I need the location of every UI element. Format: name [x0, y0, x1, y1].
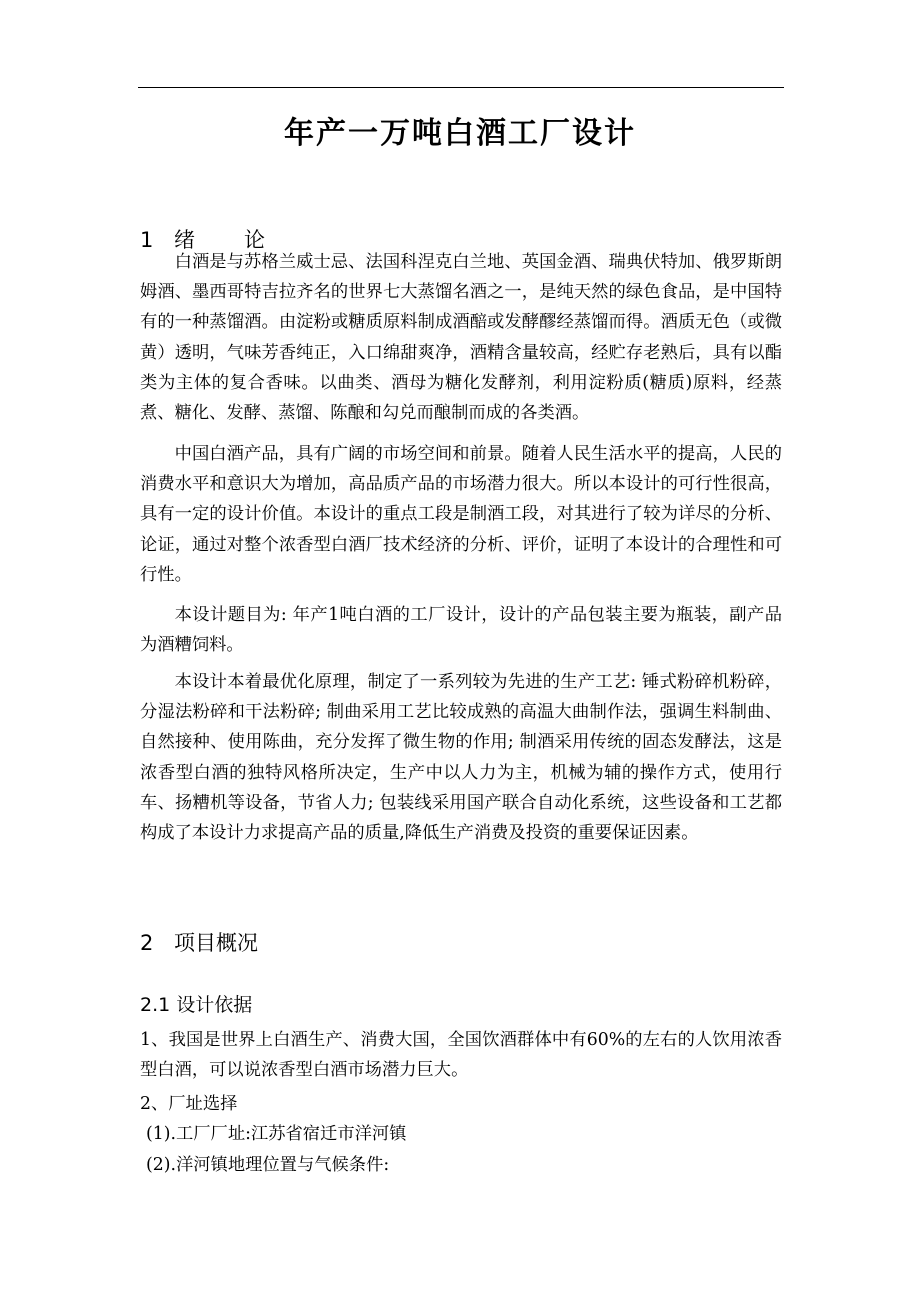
- header-rule: [138, 87, 784, 88]
- section-2-heading: [140, 928, 258, 958]
- section-2-number: 2: [140, 931, 154, 955]
- section-1-title-part2: 论: [244, 228, 265, 252]
- list-item-2: 2、厂址选择: [140, 1094, 238, 1114]
- section-1-paragraph-1: 白酒是与苏格兰威士忌、法国科涅克白兰地、英国金酒、瑞典伏特加、俄罗斯朗姆酒、墨西哥特吉拉齐名的世界七大蒸馏名酒之一，是纯天然的绿色食品，是中国特有的一种蒸馏酒。由淀粉或糖质原料制成酒醅或发酵醪经蒸馏而得。酒质无色（或微黄）透明，气味芳香纯正，入口绵甜爽净，酒精含量较高，经贮存老熟后，具有以酯类为主体的复合香味。以曲类、酒母为糖化发酵剂，利用淀粉质(糖质)原料，经蒸煮、糖化、发酵、蒸馏、陈酿和勾兑而酿制而成的各类酒。: [140, 252, 782, 424]
- section-2-1-heading: [140, 990, 252, 1020]
- document-title: 年产一万吨白酒工厂设计: [284, 116, 636, 151]
- section-1-paragraph-4: 本设计本着最优化原理，制定了一系列较为先进的生产工艺: 锤式粉碎机粉碎，分湿法粉碎和干法粉碎; 制曲采用工艺比较成熟的高温大曲制作法，强调生料制曲、自然接种、使用陈曲，充分发挥了微生物的作用; 制酒采用传统的固态发酵法，这是浓香型白酒的独特风格所决定，生产中以人力为主，机械为辅的操作方式，使用行车、扬糟机等设备，节省人力; 包装线采用国产联合自动化系统，这些设备和工艺都构成了本设计力求提高产品的质量,降低生产消费及投资的重要保证因素。: [140, 672, 782, 844]
- section-1-paragraph-2: 中国白酒产品，具有广阔的市场空间和前景。随着人民生活水平的提高，人民的消费水平和意识大为增加，高品质产品的市场潜力很大。所以本设计的可行性很高，具有一定的设计价值。本设计的重点工段是制酒工段，对其进行了较为详尽的分析、论证，通过对整个浓香型白酒厂技术经济的分析、评价，证明了本设计的合理性和可行性。: [140, 444, 782, 585]
- section-2-title: 项目概况: [174, 931, 258, 955]
- section-2-1-number: 2.1: [140, 994, 171, 1016]
- section-1-title-part1: 绪: [174, 228, 195, 252]
- section-1-number: 1: [140, 228, 154, 252]
- section-2-1-title: 设计依据: [176, 994, 253, 1016]
- list-subitem-1: (1).工厂厂址:江苏省宿迁市洋河镇: [146, 1124, 407, 1144]
- list-item-1: 1、我国是世界上白酒生产、消费大国，全国饮酒群体中有60%的左右的人饮用浓香型白酒，可以说浓香型白酒市场潜力巨大。: [140, 1030, 782, 1081]
- section-1-paragraph-3: 本设计题目为: 年产1吨白酒的工厂设计，设计的产品包装主要为瓶装，副产品为酒糟饲料。: [140, 605, 782, 656]
- list-subitem-2: (2).洋河镇地理位置与气候条件:: [146, 1155, 390, 1175]
